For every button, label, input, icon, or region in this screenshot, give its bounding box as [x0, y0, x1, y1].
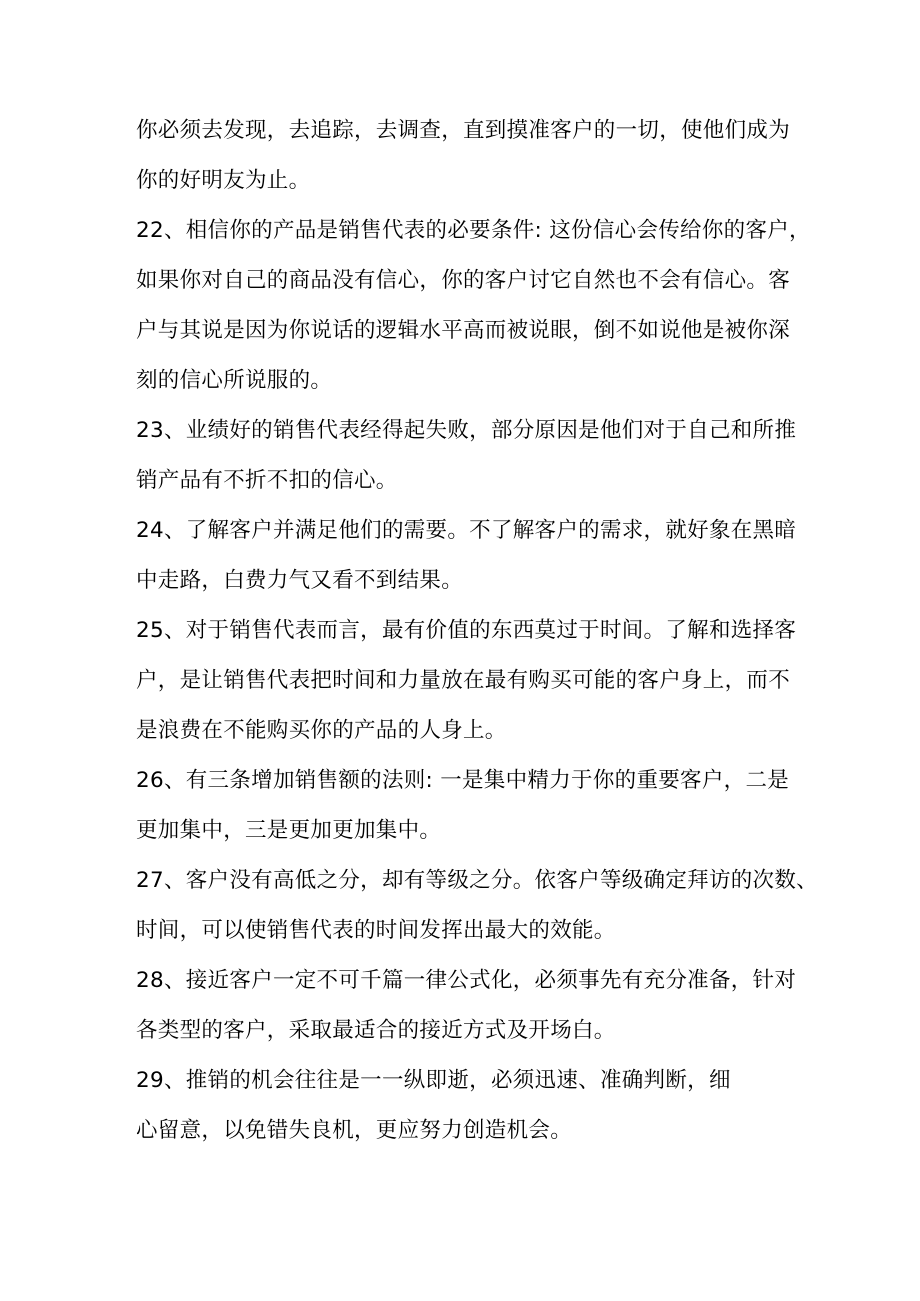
text-line: 销产品有不折不扣的信心。: [136, 468, 398, 493]
text-line: 25、对于销售代表而言，最有价值的东西莫过于时间。了解和选择客: [136, 618, 797, 643]
text-line: 时间，可以使销售代表的时间发挥出最大的效能。: [136, 918, 616, 943]
text-line: 28、接近客户一定不可千篇一律公式化，必须事先有充分准备，针对: [136, 968, 797, 993]
text-line: 你必须去发现，去追踪，去调查，直到摸准客户的一切，使他们成为: [136, 118, 791, 143]
text-line: 22、相信你的产品是销售代表的必要条件: 这份信心会传给你的客户，: [136, 218, 811, 243]
text-line: 29、推销的机会往往是一一纵即逝，必须迅速、准确判断，细: [136, 1068, 731, 1093]
text-line: 是浪费在不能购买你的产品的人身上。: [136, 718, 507, 743]
text-line: 心留意，以免错失良机，更应努力创造机会。: [136, 1118, 573, 1143]
text-line: 各类型的客户，采取最适合的接近方式及开场白。: [136, 1018, 616, 1043]
text-line: 27、客户没有高低之分，却有等级之分。依客户等级确定拜访的次数、: [136, 868, 818, 893]
text-line: 户与其说是因为你说话的逻辑水平高而被说眼，倒不如说他是被你深: [136, 318, 791, 343]
text-line: 24、了解客户并满足他们的需要。不了解客户的需求，就好象在黑暗: [136, 518, 797, 543]
text-line: 户，是让销售代表把时间和力量放在最有购买可能的客户身上，而不: [136, 668, 791, 693]
text-line: 中走路，白费力气又看不到结果。: [136, 568, 464, 593]
text-line: 23、业绩好的销售代表经得起失败，部分原因是他们对于自己和所推: [136, 418, 797, 443]
text-line: 如果你对自己的商品没有信心，你的客户讨它自然也不会有信心。客: [136, 268, 791, 293]
text-line: 26、有三条增加销售额的法则: 一是集中精力于你的重要客户，二是: [136, 768, 790, 793]
text-line: 你的好明友为止。: [136, 168, 311, 193]
document-body: [136, 116, 818, 1146]
text-line: 更加集中，三是更加更加集中。: [136, 818, 442, 843]
text-line: 刻的信心所说服的。: [136, 368, 333, 393]
